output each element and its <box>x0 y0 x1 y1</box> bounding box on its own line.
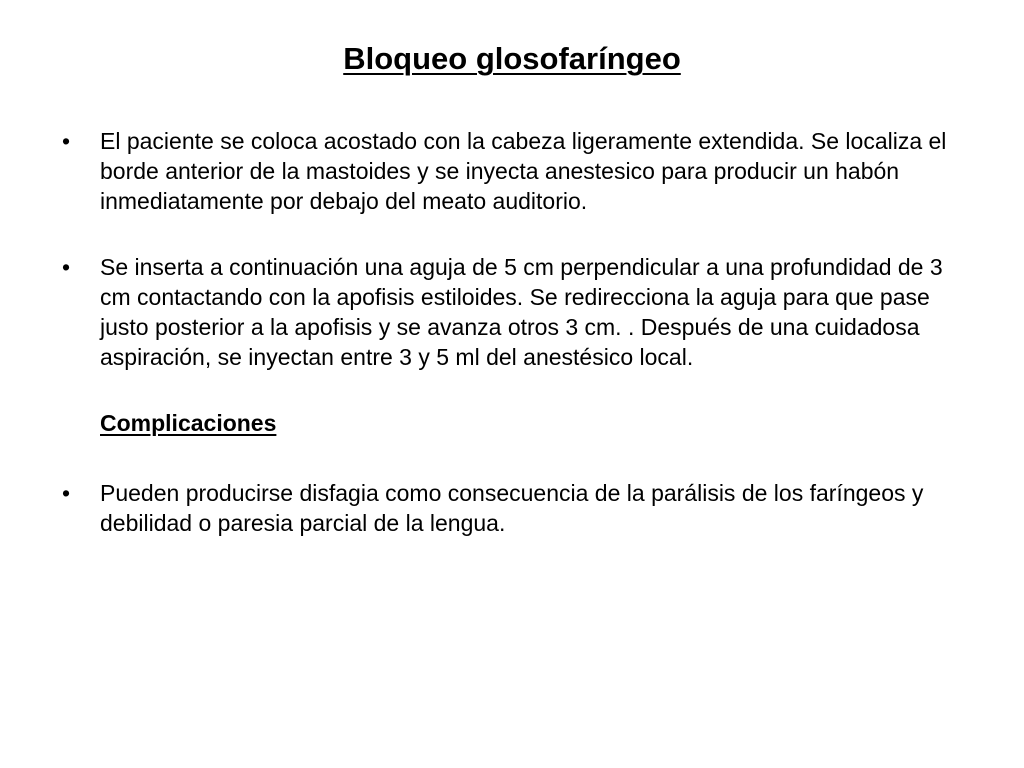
bullet-item <box>56 252 976 372</box>
bullet-item <box>56 126 976 216</box>
slide-content <box>56 126 976 574</box>
bullet-icon: • <box>61 480 71 506</box>
bullet-icon: • <box>61 128 71 154</box>
bullet-text: Pueden producirse disfagia como consecuencia de la parálisis de los faríngeos y debilidad o paresia parcial de la lengua. <box>100 480 924 536</box>
bullet-item <box>56 478 976 538</box>
bullet-icon: • <box>61 254 71 280</box>
bullet-text: El paciente se coloca acostado con la cabeza ligeramente extendida. Se localiza el borde anterior de la mastoides y se inyecta anestesico para producir un habón inmediatamente por debajo del meato auditorio. <box>100 128 947 214</box>
complications-heading: Complicaciones <box>100 410 277 436</box>
bullet-text: Se inserta a continuación una aguja de 5 cm perpendicular a una profundidad de 3 cm contactando con la apofisis estiloides. Se redirecciona la aguja para que pase justo posterior a la apofisis y se avanza otros 3 cm. . Después de una cuidadosa aspiración, se inyectan entre 3 y 5 ml del anestésico local. <box>100 254 943 370</box>
slide-title: Bloqueo glosofaríngeo <box>343 41 681 76</box>
